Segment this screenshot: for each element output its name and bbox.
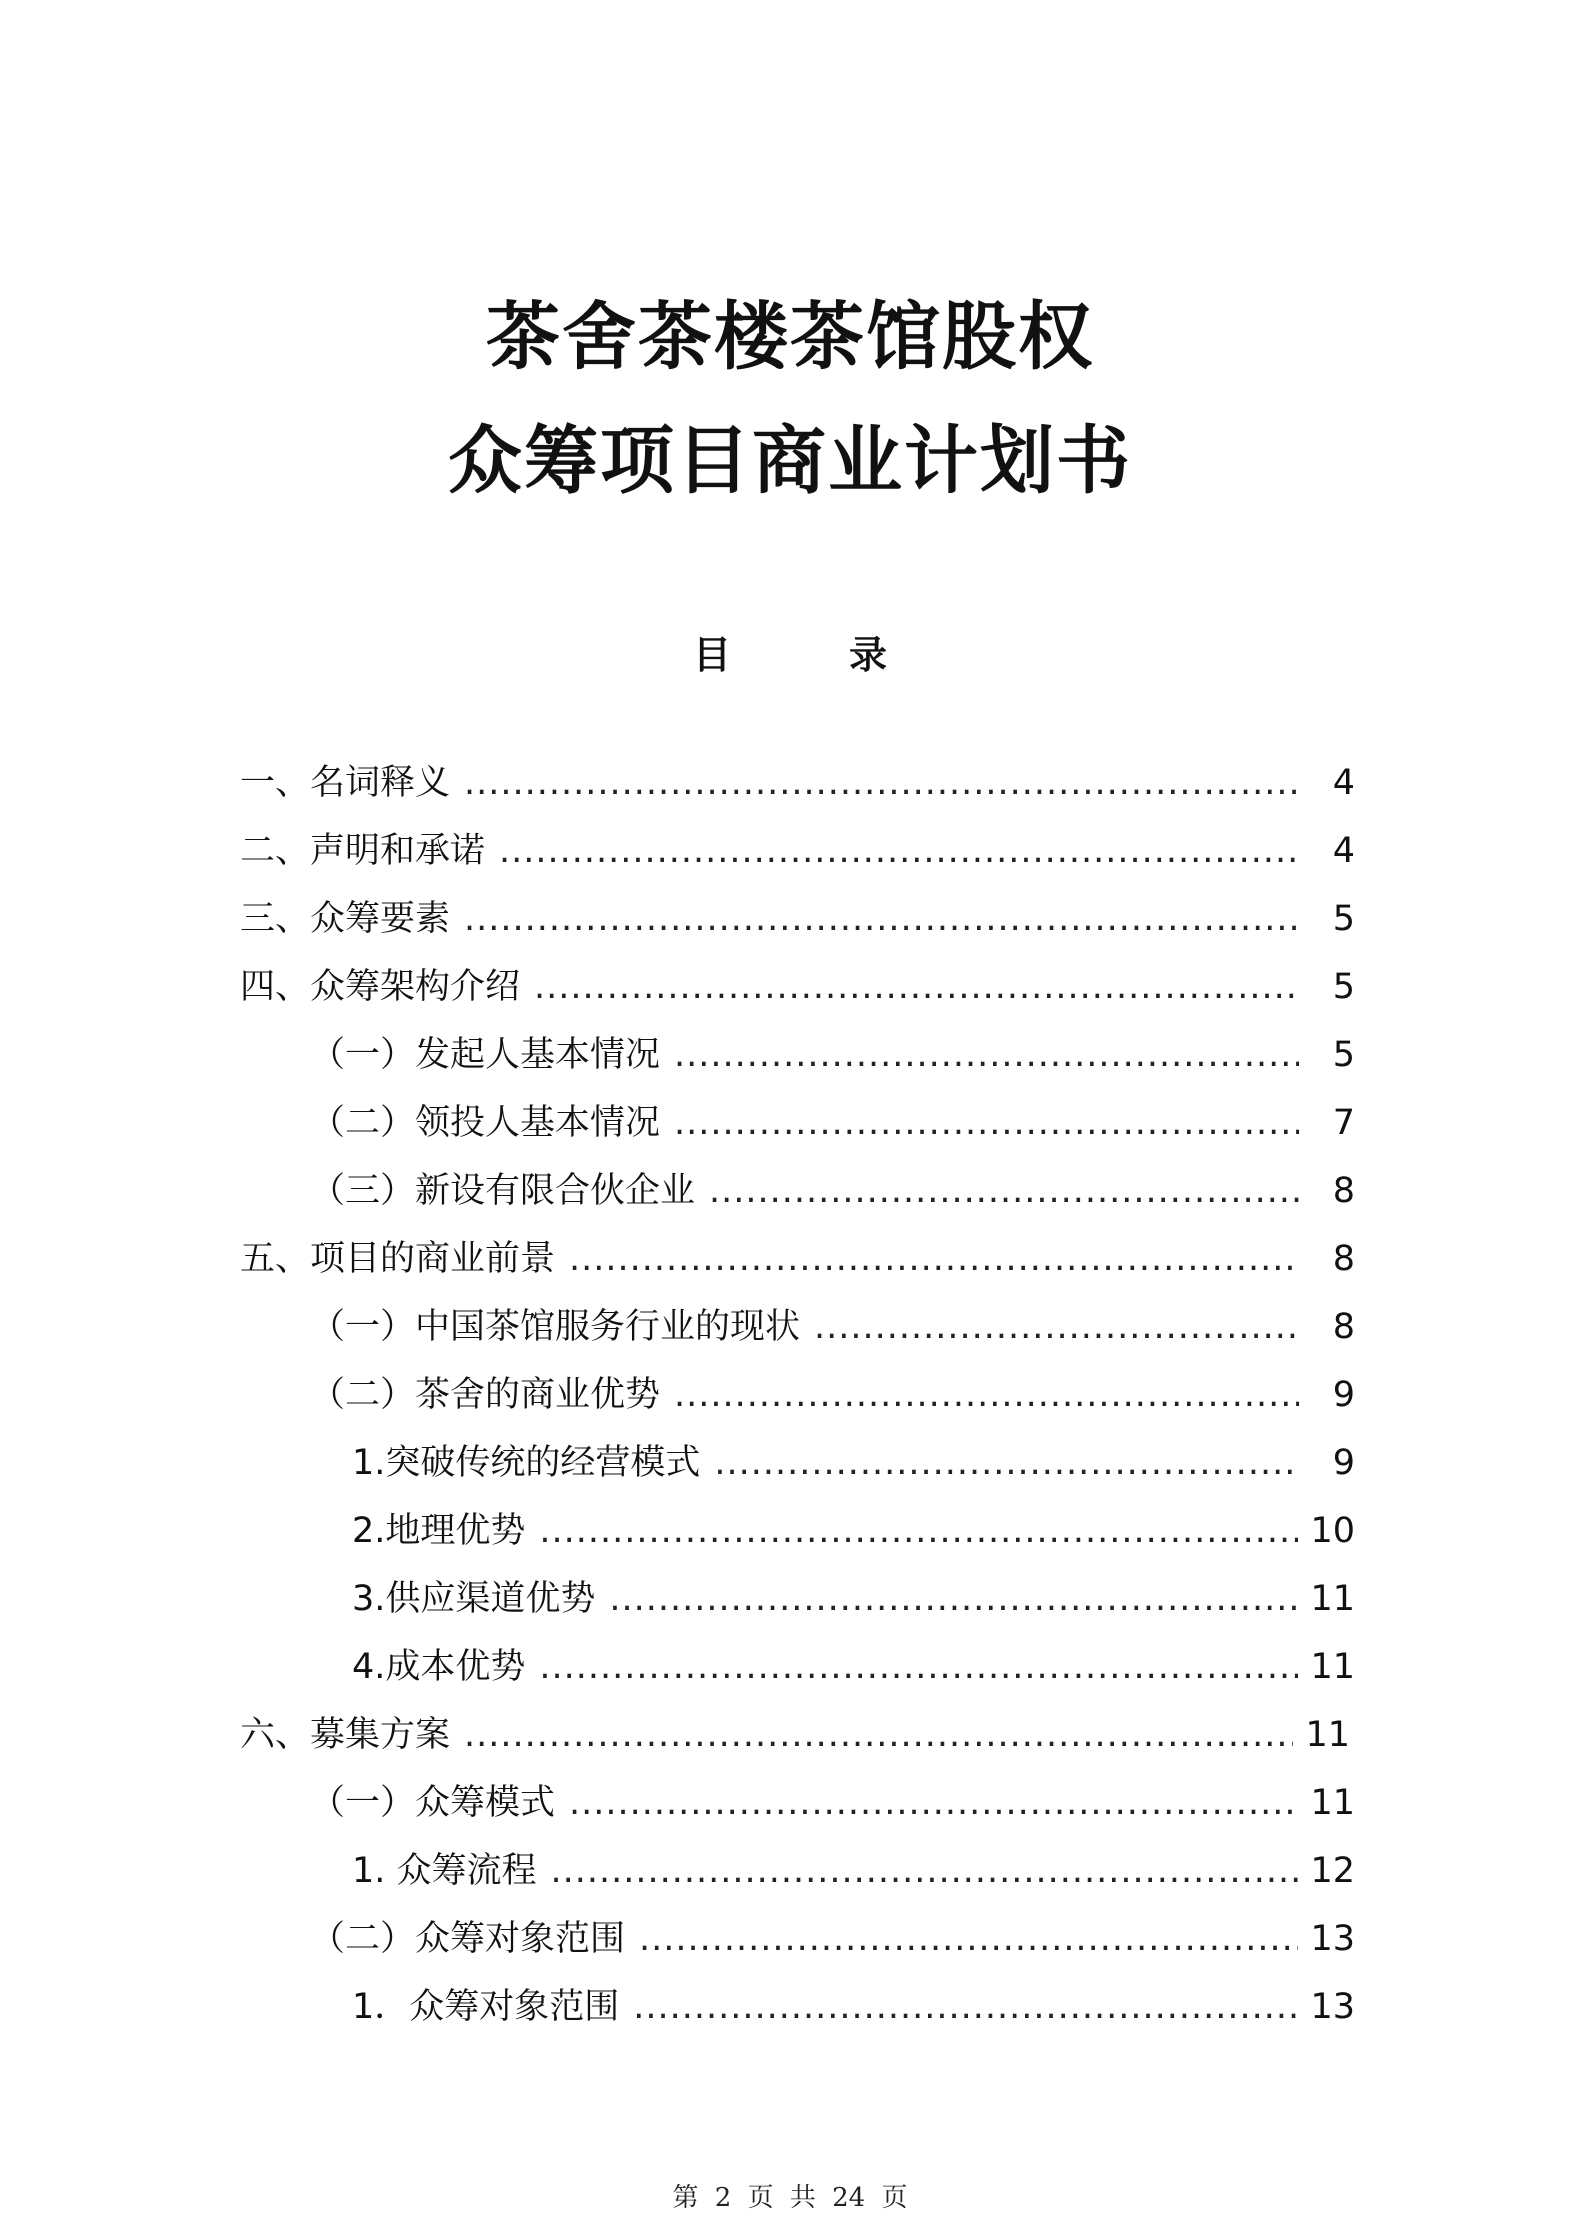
toc-entry-label: 五、项目的商业前景	[240, 1239, 556, 1279]
toc-entry[interactable]	[310, 1916, 1355, 1962]
toc-entry-page: 5	[1332, 967, 1355, 1007]
toc-leader-dots	[709, 1168, 1299, 1214]
toc-entry[interactable]	[310, 1304, 1355, 1350]
toc-entry-label: 三、众筹要素	[240, 899, 451, 939]
toc-entry-page: 9	[1332, 1443, 1355, 1483]
toc-entry-label: 1.突破传统的经营模式	[352, 1443, 701, 1483]
toc-leader-dots	[464, 1712, 1293, 1758]
toc-entry-label: （三）新设有限合伙企业	[310, 1171, 696, 1211]
toc-entry[interactable]	[352, 1644, 1355, 1690]
toc-leader-dots	[539, 1508, 1298, 1554]
toc-leader-dots	[499, 828, 1299, 874]
toc-leader-dots	[539, 1644, 1298, 1690]
toc-entry-label: 1．众筹对象范围	[352, 1987, 620, 2027]
toc-entry-page: 10	[1310, 1511, 1355, 1551]
toc-entry-label: 一、名词释义	[240, 763, 451, 803]
toc-entry-label: 2.地理优势	[352, 1511, 526, 1551]
toc-entry-page: 7	[1332, 1103, 1355, 1143]
toc-entry-page: 8	[1332, 1239, 1355, 1279]
toc-entry-label: 3.供应渠道优势	[352, 1579, 596, 1619]
toc-entry-page: 9	[1332, 1375, 1355, 1415]
toc-entry-page: 4	[1332, 831, 1355, 871]
toc-entry[interactable]	[352, 1576, 1355, 1622]
toc-entry-label: （一）众筹模式	[310, 1783, 556, 1823]
toc-entry[interactable]	[240, 964, 1355, 1010]
toc-entry[interactable]	[240, 1712, 1350, 1758]
toc-entry[interactable]	[352, 1508, 1355, 1554]
toc-entry[interactable]	[240, 896, 1355, 942]
toc-leader-dots	[569, 1236, 1299, 1282]
toc-entry[interactable]	[240, 1236, 1355, 1282]
toc-leader-dots	[569, 1780, 1298, 1826]
toc-entry[interactable]	[352, 1984, 1355, 2030]
toc-entry-label: 六、募集方案	[240, 1715, 451, 1755]
toc-entry-label: 二、声明和承诺	[240, 831, 486, 871]
toc-leader-dots	[464, 896, 1299, 942]
toc-entry-page: 8	[1332, 1171, 1355, 1211]
toc-entry-label: （二）众筹对象范围	[310, 1919, 626, 1959]
toc-entry-label: 四、众筹架构介绍	[240, 967, 521, 1007]
toc-entry-page: 11	[1310, 1647, 1355, 1687]
title-line-2: 众筹项目商业计划书	[448, 418, 1132, 504]
toc-leader-dots	[674, 1100, 1299, 1146]
toc-entry[interactable]	[310, 1032, 1355, 1078]
title-line-1: 茶舍茶楼茶馆股权	[486, 294, 1094, 380]
toc-entry[interactable]	[310, 1100, 1355, 1146]
toc-entry[interactable]	[310, 1168, 1355, 1214]
toc-entry-label: （二）茶舍的商业优势	[310, 1375, 661, 1415]
toc-entry-page: 11	[1310, 1579, 1355, 1619]
toc-leader-dots	[714, 1440, 1299, 1486]
toc-entry-page: 13	[1310, 1987, 1355, 2027]
toc-entry-page: 13	[1310, 1919, 1355, 1959]
toc-entry-page: 8	[1332, 1307, 1355, 1347]
toc-heading: 目 录	[692, 633, 927, 677]
toc-leader-dots	[674, 1032, 1299, 1078]
toc-entry-label: 1. 众筹流程	[352, 1851, 537, 1891]
toc-leader-dots	[674, 1372, 1299, 1418]
toc-leader-dots	[814, 1304, 1299, 1350]
toc-leader-dots	[609, 1576, 1298, 1622]
toc-entry[interactable]	[310, 1780, 1355, 1826]
toc-entry-page: 11	[1310, 1783, 1355, 1823]
toc-entry-label: （二）领投人基本情况	[310, 1103, 661, 1143]
toc-leader-dots	[534, 964, 1299, 1010]
toc-leader-dots	[639, 1916, 1298, 1962]
toc-entry-label: 4.成本优势	[352, 1647, 526, 1687]
toc-entry-label: （一）发起人基本情况	[310, 1035, 661, 1075]
toc-entry[interactable]	[310, 1372, 1355, 1418]
page-footer: 第 2 页 共 24 页	[672, 2183, 908, 2213]
toc-entry[interactable]	[240, 828, 1355, 874]
toc-leader-dots	[464, 760, 1299, 806]
toc-entry-page: 4	[1332, 763, 1355, 803]
toc-leader-dots	[633, 1984, 1298, 2030]
toc-entry-page: 5	[1332, 899, 1355, 939]
toc-leader-dots	[551, 1848, 1299, 1894]
toc-entry-label: （一）中国茶馆服务行业的现状	[310, 1307, 801, 1347]
toc-entry-page: 5	[1332, 1035, 1355, 1075]
toc-entry[interactable]	[240, 760, 1355, 806]
toc-entry-page: 11	[1305, 1715, 1350, 1755]
document-title	[0, 294, 1580, 504]
toc-entry[interactable]	[352, 1440, 1355, 1486]
toc-entry-page: 12	[1310, 1851, 1355, 1891]
toc-entry[interactable]	[352, 1848, 1355, 1894]
